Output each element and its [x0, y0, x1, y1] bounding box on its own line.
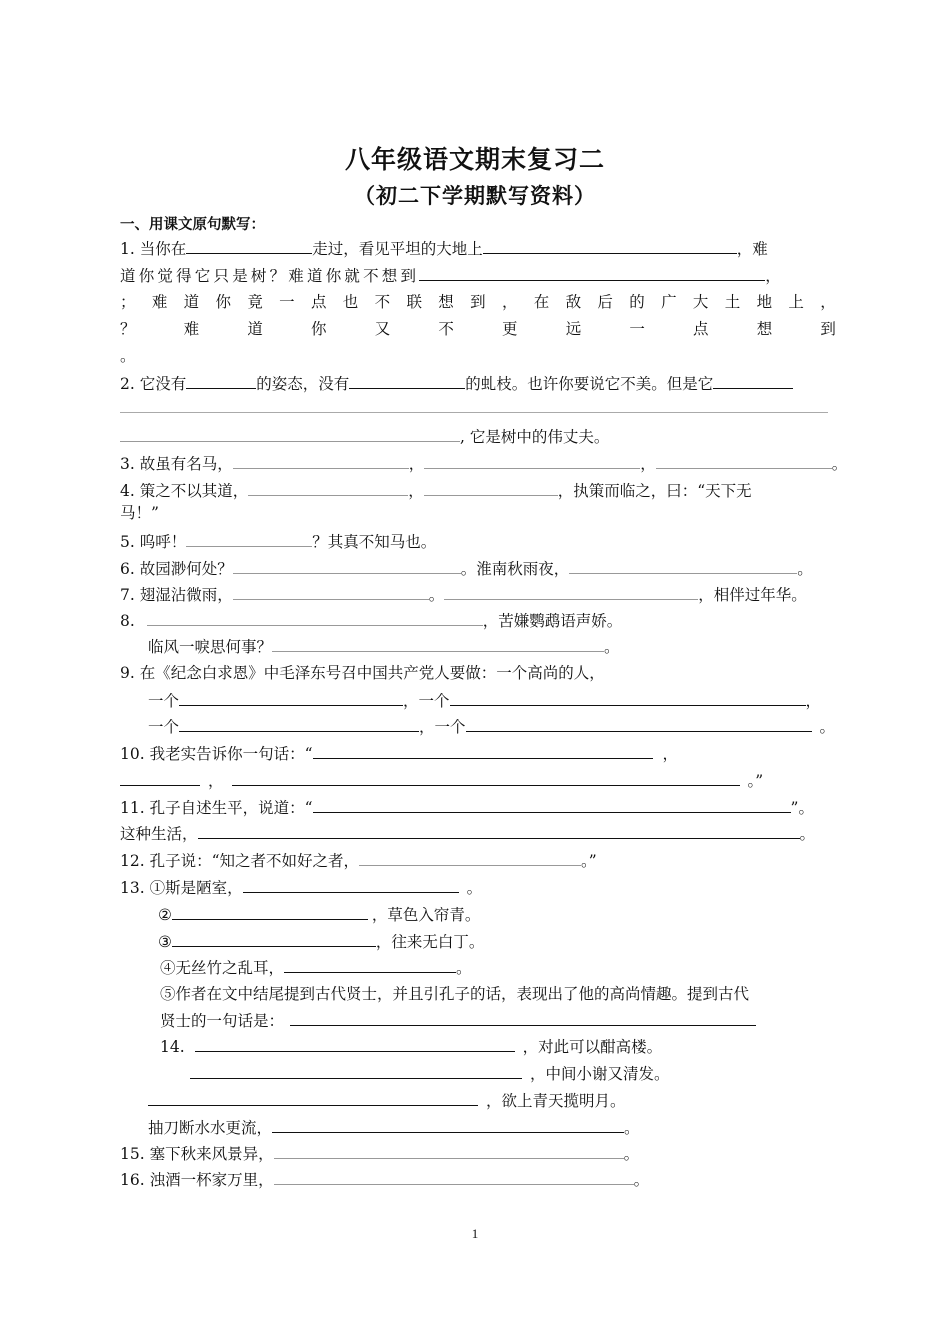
text-char: 土	[724, 293, 741, 311]
blank[interactable]	[232, 768, 740, 786]
blank[interactable]	[148, 1088, 478, 1106]
question-10-line-1: 10. 我老实告诉你一句话：“ ，	[120, 741, 836, 765]
blank[interactable]	[172, 929, 376, 947]
blank[interactable]	[233, 451, 409, 469]
blank[interactable]	[147, 608, 483, 626]
blank[interactable]	[172, 902, 368, 920]
question-13-line-1: 13. ①斯是陋室， 。	[120, 875, 836, 899]
question-1-line-5: 。	[120, 347, 136, 365]
blank[interactable]	[190, 1061, 522, 1079]
question-13-line-3: ③ ，往来无白丁。	[158, 929, 874, 953]
question-2-line-3: , 它是树中的伟丈夫。	[120, 424, 836, 448]
question-8-line-1: 8. ，苦嫌鹦鹉语声娇。	[120, 608, 836, 632]
text-char: 的	[629, 293, 645, 311]
text-char: 想	[438, 293, 454, 311]
question-13-line-5: ⑤作者在文中结尾提到古代贤士，并且引孔子的话，表现出了他的高尚情趣。提到古代	[160, 985, 750, 1003]
text-char: 在	[533, 293, 550, 311]
question-15: 15. 塞下秋来风景异， 。	[120, 1141, 836, 1165]
blank[interactable]	[186, 236, 312, 254]
blank[interactable]	[359, 848, 581, 866]
blank[interactable]	[424, 478, 558, 496]
question-13-line-2: ② ，草色入帘青。	[158, 902, 874, 926]
text-char: 一	[629, 320, 645, 338]
text-char: 竟	[247, 293, 263, 311]
text-char: 敌	[565, 293, 582, 311]
text-char: 联	[406, 293, 422, 311]
question-2-line-1: 2. 它没有 的姿态，没有 的虬枝。也许你要说它不美。但是它	[120, 371, 836, 395]
blank[interactable]	[274, 1141, 624, 1159]
question-5: 5. 呜呼！ ？其真不知马也。	[120, 529, 836, 553]
question-4-line-2: 马！”	[120, 504, 159, 522]
blank[interactable]	[233, 582, 429, 600]
section-heading: 一、用课文原句默写：	[120, 217, 265, 233]
blank[interactable]	[195, 1034, 515, 1052]
blank[interactable]	[186, 371, 256, 389]
blank[interactable]	[444, 582, 698, 600]
question-14-line-2: ，中间小谢又清发。	[190, 1061, 906, 1085]
text-char: 你	[311, 320, 327, 338]
text-char: 不	[374, 293, 391, 311]
question-13-line-4: ④无丝竹之乱耳， 。	[160, 955, 876, 979]
text-char: 大	[692, 293, 709, 311]
question-11-line-2: 这种生活， 。	[120, 821, 836, 845]
question-9-line-3: 一个 ，一个 。	[148, 714, 838, 738]
blank[interactable]	[483, 236, 737, 254]
blank[interactable]	[198, 821, 800, 839]
blank[interactable]	[179, 688, 403, 706]
text-char: ，	[501, 293, 518, 311]
text-char: 地	[756, 293, 773, 311]
blank[interactable]	[656, 451, 832, 469]
blank[interactable]	[233, 556, 461, 574]
question-9-line-2: 一个 ，一个 ，	[148, 688, 838, 712]
text-char: 上	[788, 293, 804, 311]
text-char: 也	[342, 293, 359, 311]
question-1-line-4	[120, 317, 836, 341]
text-char: ，	[820, 293, 836, 311]
text-char: 广	[661, 293, 677, 311]
question-1-line-2: 道你觉得它只是树？难道你就不想到 ，	[120, 263, 836, 287]
blank[interactable]	[248, 478, 408, 496]
blank[interactable]	[290, 1008, 756, 1026]
blank[interactable]	[120, 768, 200, 786]
question-14-line-4: 抽刀断水水更流， 。	[148, 1115, 864, 1139]
text-char: 你	[215, 293, 231, 311]
blank[interactable]	[243, 875, 459, 893]
blank[interactable]	[466, 714, 812, 732]
page-number: 1	[471, 1226, 479, 1241]
blank[interactable]	[313, 741, 653, 759]
blank[interactable]	[120, 424, 460, 442]
blank[interactable]	[186, 529, 312, 547]
question-13-line-6: 贤士的一句话是：	[160, 1008, 840, 1032]
blank[interactable]	[569, 556, 797, 574]
question-12: 12. 孔子说：“知之者不如好之者， 。”	[120, 848, 836, 872]
blank[interactable]	[313, 795, 791, 813]
blank[interactable]	[284, 955, 456, 973]
blank[interactable]	[713, 371, 793, 389]
question-16: 16. 浊酒一杯家万里， 。	[120, 1167, 836, 1191]
text-char: 到	[470, 293, 486, 311]
page-title: 八年级语文期末复习二	[344, 145, 605, 174]
text-char: 想	[756, 320, 773, 338]
text-char: 后	[597, 293, 613, 311]
blank[interactable]	[424, 451, 640, 469]
text-char: ？	[120, 320, 136, 338]
page-subtitle: （初二下学期默写资料）	[354, 184, 596, 208]
text-char: 难	[151, 293, 168, 311]
blank-line[interactable]	[120, 412, 828, 413]
text-char: 到	[820, 320, 836, 338]
blank[interactable]	[419, 263, 765, 281]
blank[interactable]	[274, 1167, 634, 1185]
question-9-line-1: 9. 在《纪念白求恩》中毛泽东号召中国共产党人要做：一个高尚的人，	[120, 664, 605, 682]
question-11-line-1: 11. 孔子自述生平，说道：“ ”。	[120, 795, 836, 819]
text-char: 远	[565, 320, 582, 338]
question-4-line-1: 4. 策之不以其道， ， ，执策而临之，曰：“天下无	[120, 478, 836, 502]
blank[interactable]	[450, 688, 806, 706]
blank[interactable]	[272, 634, 604, 652]
question-14-line-3: ，欲上青天揽明月。	[148, 1088, 864, 1112]
question-14-line-1: 14. ，对此可以酣高楼。	[160, 1034, 876, 1058]
text-char: 难	[183, 320, 200, 338]
text-char: 道	[247, 320, 263, 338]
blank[interactable]	[179, 714, 419, 732]
question-10-line-2: ， 。”	[120, 768, 836, 792]
text-char: 更	[502, 320, 518, 338]
blank[interactable]	[349, 371, 465, 389]
text-char: 不	[438, 320, 454, 338]
text-char: ；	[120, 293, 136, 311]
text-char: 点	[693, 320, 709, 338]
question-6: 6. 故园渺何处？ 。淮南秋雨夜， 。	[120, 556, 836, 580]
question-1-line-1: 1. 当你在 走过，看见平坦的大地上 ，难	[120, 236, 836, 260]
text-char: 一	[279, 293, 295, 311]
blank[interactable]	[272, 1115, 624, 1133]
text-char: 道	[183, 293, 200, 311]
question-7: 7. 翅湿沾微雨， 。 ，相伴过年华。	[120, 582, 836, 606]
text-char: 点	[310, 293, 327, 311]
question-8-line-2: 临风一唳思何事？ 。	[148, 634, 864, 658]
question-3: 3. 故虽有名马， ， ， 。	[120, 451, 836, 475]
text-char: 又	[374, 320, 391, 338]
question-1-line-3	[120, 290, 836, 314]
